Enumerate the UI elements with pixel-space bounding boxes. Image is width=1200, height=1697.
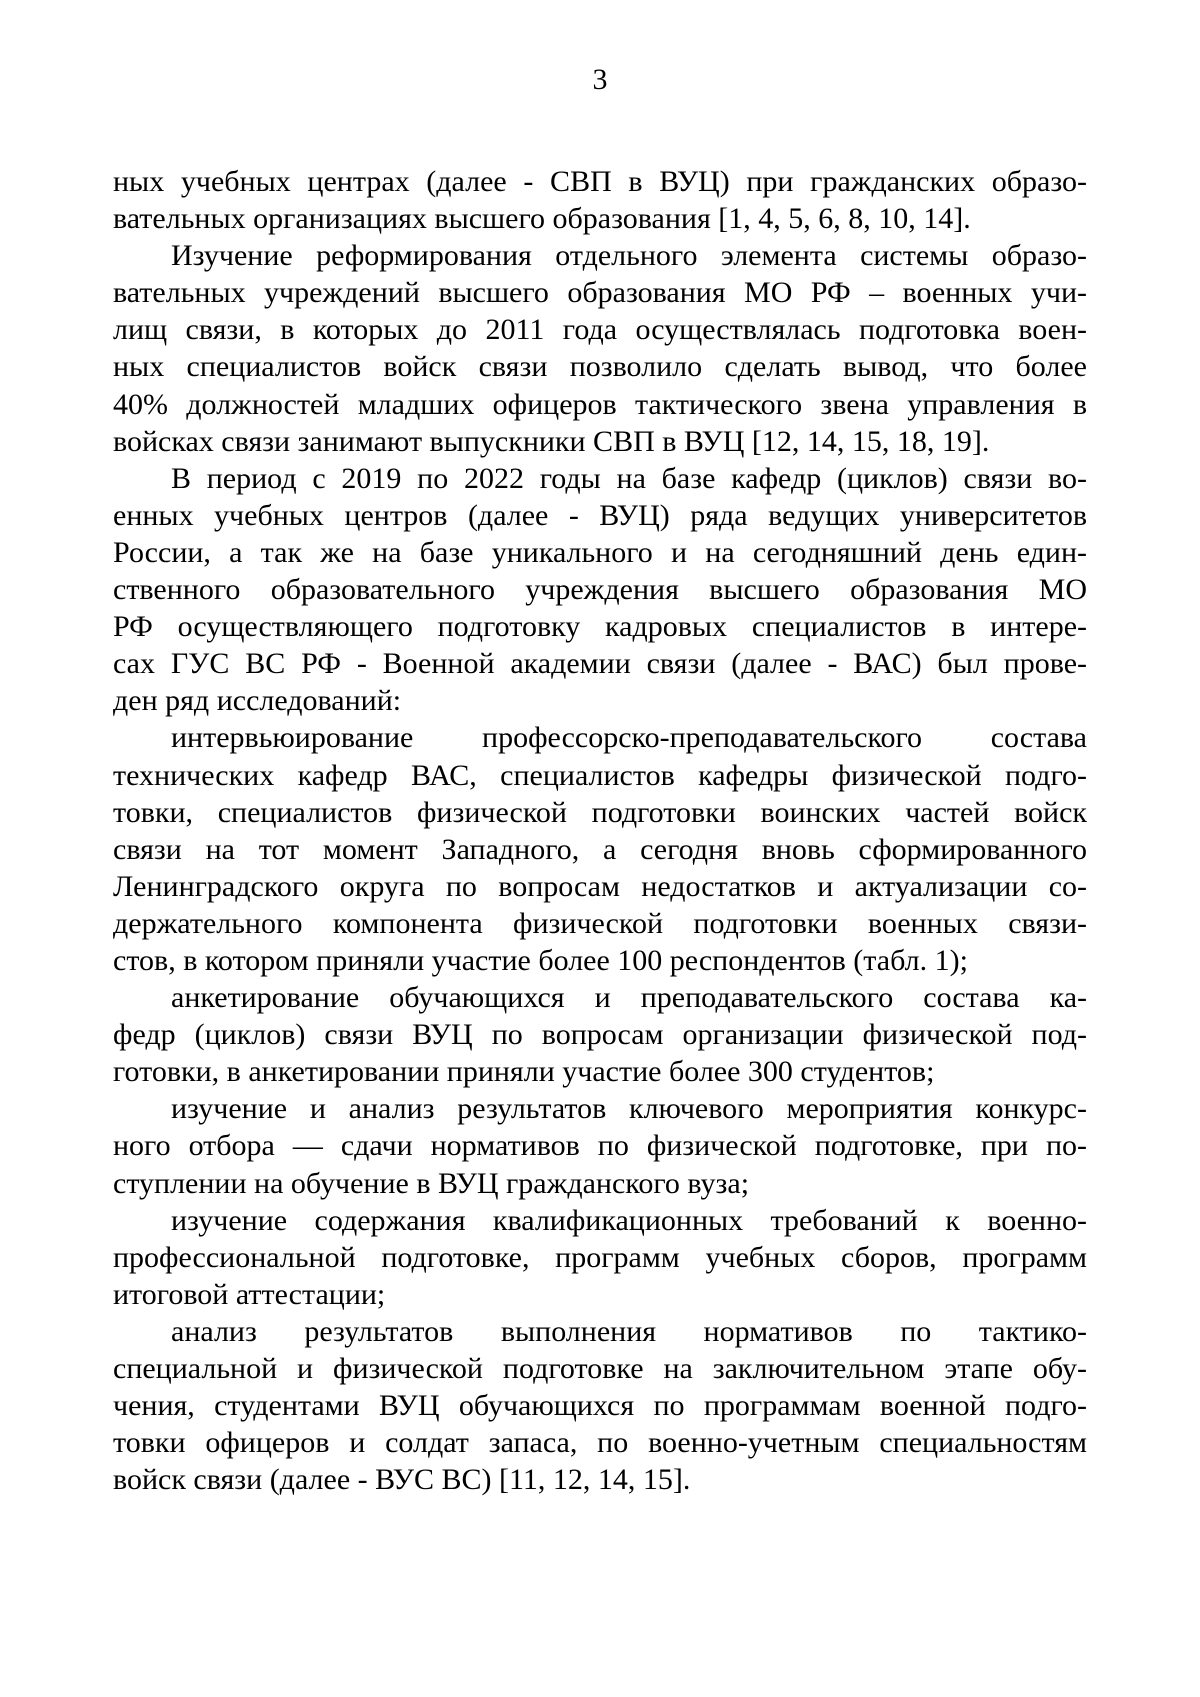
text-line: чения, студентами ВУЦ обучающихся по программам военной подго- [113, 1389, 1087, 1423]
text-line: 40% должностей младших офицеров тактического звена управления в [113, 387, 1087, 421]
text-line: вательных учреждений высшего образования МО РФ – военных учи- [113, 276, 1087, 310]
text-line: войск связи (далее - ВУС ВС) [11, 12, 14, 15]. [113, 1463, 691, 1497]
text-line: ден ряд исследований: [113, 684, 402, 718]
text-line: ственного образовательного учреждения высшего образования МО [113, 573, 1087, 607]
text-line: ступлении на обучение в ВУЦ гражданского вуза; [113, 1166, 750, 1200]
text-line: товки, специалистов физической подготовки воинских частей войск [113, 795, 1087, 829]
text-line: вательных организациях высшего образования [1, 4, 5, 6, 8, 10, 14]. [113, 202, 971, 236]
text-line: РФ осуществляющего подготовку кадровых специалистов в интере- [113, 610, 1087, 644]
paragraph [113, 719, 1087, 979]
paragraph [113, 1202, 1087, 1313]
text-line: изучение содержания квалификационных требований к военно- [171, 1203, 1087, 1237]
text-line: анализ результатов выполнения нормативов по тактико- [171, 1314, 1087, 1348]
text-line: связи на тот момент Западного, а сегодня вновь сформированного [113, 832, 1087, 866]
text-line: России, а так же на базе уникального и на сегодняшний день един- [113, 535, 1087, 569]
paragraph [113, 979, 1087, 1090]
text-line: федр (циклов) связи ВУЦ по вопросам организации физической под- [113, 1018, 1087, 1052]
paragraph [113, 1313, 1087, 1498]
text-line: Ленинградского округа по вопросам недостатков и актуализации со- [113, 869, 1087, 903]
text-line: В период с 2019 по 2022 годы на базе кафедр (циклов) связи во- [171, 461, 1087, 495]
text-line: енных учебных центров (далее - ВУЦ) ряда ведущих университетов [113, 498, 1087, 532]
text-line: интервьюирование профессорско-преподавательского состава [171, 721, 1087, 755]
text-line: готовки, в анкетировании приняли участие более 300 студентов; [113, 1055, 935, 1089]
paragraph [113, 1090, 1087, 1201]
text-block [113, 163, 1087, 1498]
text-line: изучение и анализ результатов ключевого мероприятия конкурс- [171, 1092, 1087, 1126]
text-line: итоговой аттестации; [113, 1277, 386, 1311]
text-line: Изучение реформирования отдельного элемента системы образо- [171, 239, 1087, 273]
text-line: ных специалистов войск связи позволило сделать вывод, что более [113, 350, 1087, 384]
text-line: сах ГУС ВС РФ - Военной академии связи (далее - ВАС) был прове- [113, 647, 1087, 681]
text-line: ных учебных центрах (далее - СВП в ВУЦ) при гражданских образо- [113, 165, 1087, 198]
text-line: профессиональной подготовке, программ учебных сборов, программ [113, 1240, 1087, 1274]
text-line: стов, в котором приняли участие более 100 респондентов (табл. 1); [113, 943, 968, 977]
text-line: анкетирование обучающихся и преподавательского состава ка- [171, 981, 1087, 1015]
text-line: держательного компонента физической подготовки военных связи- [113, 906, 1087, 940]
text-line: войсках связи занимают выпускники СВП в ВУЦ [12, 14, 15, 18, 19]. [113, 424, 990, 458]
paragraph [113, 163, 1087, 237]
paragraph [113, 237, 1087, 460]
text-line: специальной и физической подготовке на заключительном этапе обу- [113, 1352, 1087, 1385]
page-number: 3 [592, 63, 608, 96]
text-line: товки офицеров и солдат запаса, по военно-учетным специальностям [113, 1426, 1087, 1460]
paragraph [113, 460, 1087, 720]
text-line: лищ связи, в которых до 2011 года осуществлялась подготовка воен- [113, 313, 1087, 347]
text-line: технических кафедр ВАС, специалистов кафедры физической подго- [113, 758, 1087, 792]
text-line: ного отбора — сдачи нормативов по физической подготовке, при по- [113, 1129, 1087, 1163]
